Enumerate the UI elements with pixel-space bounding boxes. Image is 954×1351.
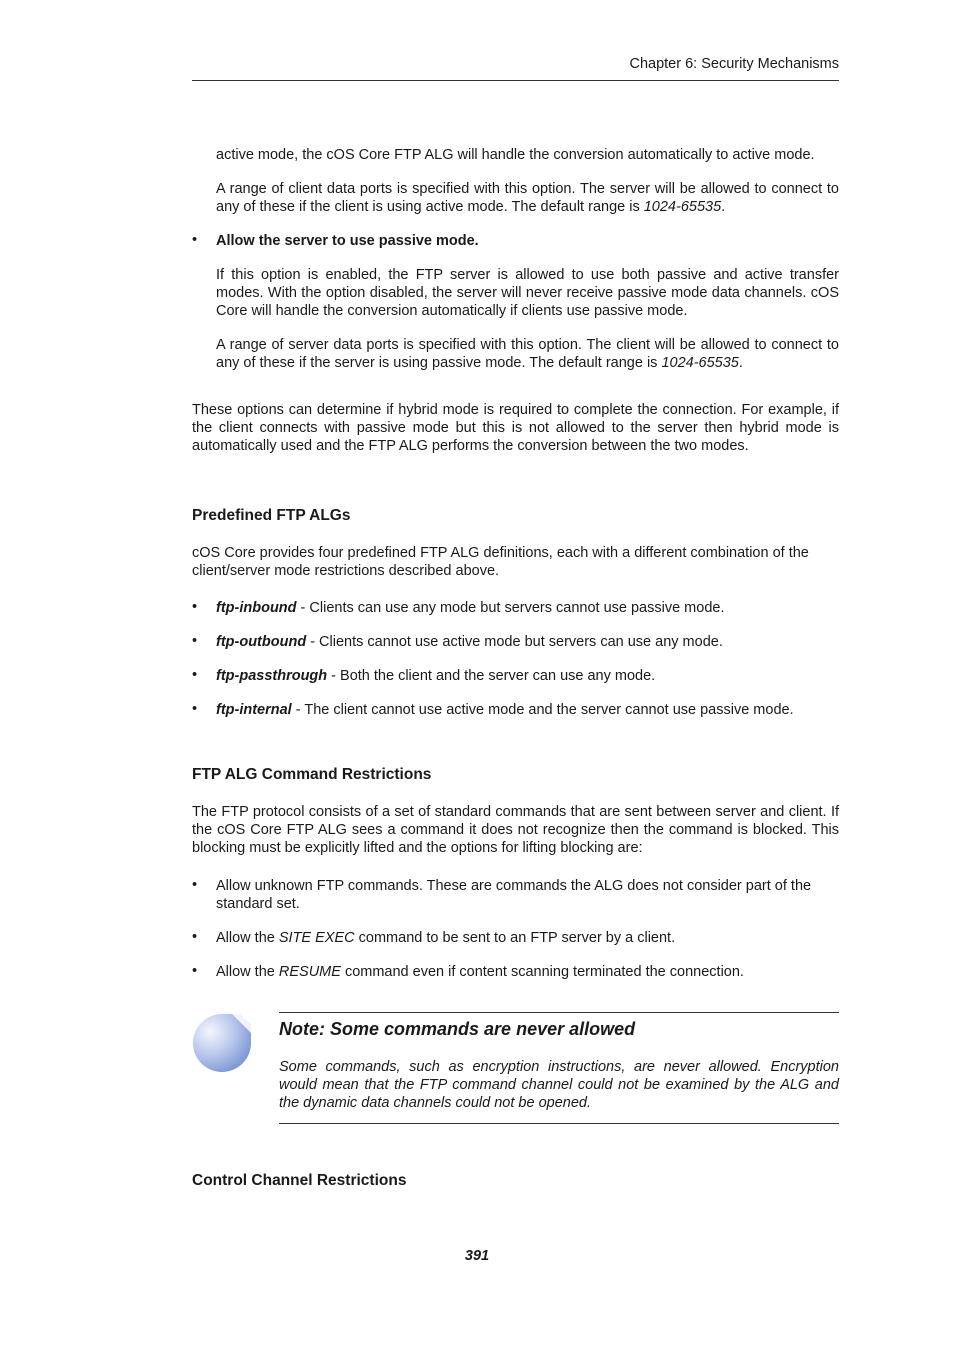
note-title: Note: Some commands are never allowed (279, 1019, 636, 1039)
list-item (216, 667, 839, 685)
bullet: • (192, 701, 198, 717)
bullet: • (192, 963, 198, 979)
heading-control-channel: Control Channel Restrictions (192, 1172, 407, 1189)
header-rule (192, 80, 839, 81)
list-item (216, 963, 839, 981)
text: Allow the (216, 930, 279, 946)
list-item (216, 599, 839, 617)
text: command even if content scanning terminated the connection. (340, 964, 744, 980)
list-item (216, 929, 839, 947)
paragraph-passive-enabled: If this option is enabled, the FTP server is allowed to use both passive and active transfer modes. With the option disabled, the server will never receive passive mode data channels. cOS Core will handle the conversion automatically if clients use passive mode. (216, 267, 839, 319)
list-item: Allow unknown FTP commands. These are commands the ALG does not consider part of the standard set. (216, 878, 812, 912)
text: A range of client data ports is specified with this option. The server will be allowed to connect to any of these if the client is using active mode. The default range is (216, 181, 839, 215)
bullet-passive-label: Allow the server to use passive mode. (216, 233, 479, 249)
paragraph-predefined-intro: cOS Core provides four predefined FTP ALG definitions, each with a different combination of the client/server mode restrictions described above. (192, 545, 809, 579)
paragraph-server-ports (216, 336, 839, 372)
bullet: • (192, 667, 198, 683)
note-body: Some commands, such as encryption instructions, are never allowed. Encryption would mean that the FTP command channel could not be examined by the ALG and the dynamic data channels could not be opened. (279, 1059, 839, 1111)
command-name: RESUME (278, 964, 341, 980)
paragraph-commands-intro: The FTP protocol consists of a set of standard commands that are sent between server and client. If the cOS Core FTP ALG sees a command it does not recognize then the command is blocked. This blocking must be explicitly lifted and the options for lifting blocking are: (192, 804, 839, 856)
text: A range of server data ports is specified with this option. The client will be allowed to connect to any of these if the server is using passive mode. The default range is (216, 337, 839, 371)
text: command to be sent to an FTP server by a client. (354, 930, 676, 946)
alg-name: ftp-internal (216, 702, 292, 718)
alg-desc: - Clients cannot use active mode but servers can use any mode. (306, 634, 723, 650)
alg-name: ftp-inbound (216, 600, 297, 616)
list-item (216, 633, 839, 651)
heading-predefined: Predefined FTP ALGs (192, 507, 351, 524)
alg-desc: - Clients can use any mode but servers cannot use passive mode. (296, 600, 725, 616)
heading-command-restrictions: FTP ALG Command Restrictions (192, 766, 432, 783)
bullet: • (192, 633, 198, 649)
port-range: 1024-65535 (661, 355, 739, 371)
paragraph-hybrid: These options can determine if hybrid mode is required to complete the connection. For example, if the client connects with passive mode but this is not allowed to the server then hybrid mode is automatically used and the FTP ALG performs the conversion between the two modes. (192, 402, 839, 454)
bullet: • (192, 232, 198, 248)
chapter-header: Chapter 6: Security Mechanisms (629, 56, 839, 72)
port-range: 1024-65535 (643, 199, 722, 215)
note-bottom-rule (279, 1123, 839, 1124)
list-item (216, 701, 839, 719)
command-name: SITE EXEC (278, 930, 355, 946)
bullet: • (192, 599, 198, 615)
alg-desc: - Both the client and the server can use any mode. (327, 668, 656, 684)
text: . (738, 355, 743, 371)
note-icon (192, 1012, 252, 1074)
paragraph-client-ports (216, 180, 839, 216)
note-top-rule (279, 1012, 839, 1013)
bullet: • (192, 877, 198, 893)
page-number: 391 (464, 1248, 490, 1264)
alg-name: ftp-outbound (216, 634, 307, 650)
alg-desc: - The client cannot use active mode and the server cannot use passive mode. (291, 702, 794, 718)
text: Allow the (216, 964, 279, 980)
alg-name: ftp-passthrough (216, 668, 328, 684)
bullet: • (192, 929, 198, 945)
paragraph-active-mode: active mode, the cOS Core FTP ALG will handle the conversion automatically to active mode. (216, 147, 815, 163)
text: . (721, 199, 726, 215)
